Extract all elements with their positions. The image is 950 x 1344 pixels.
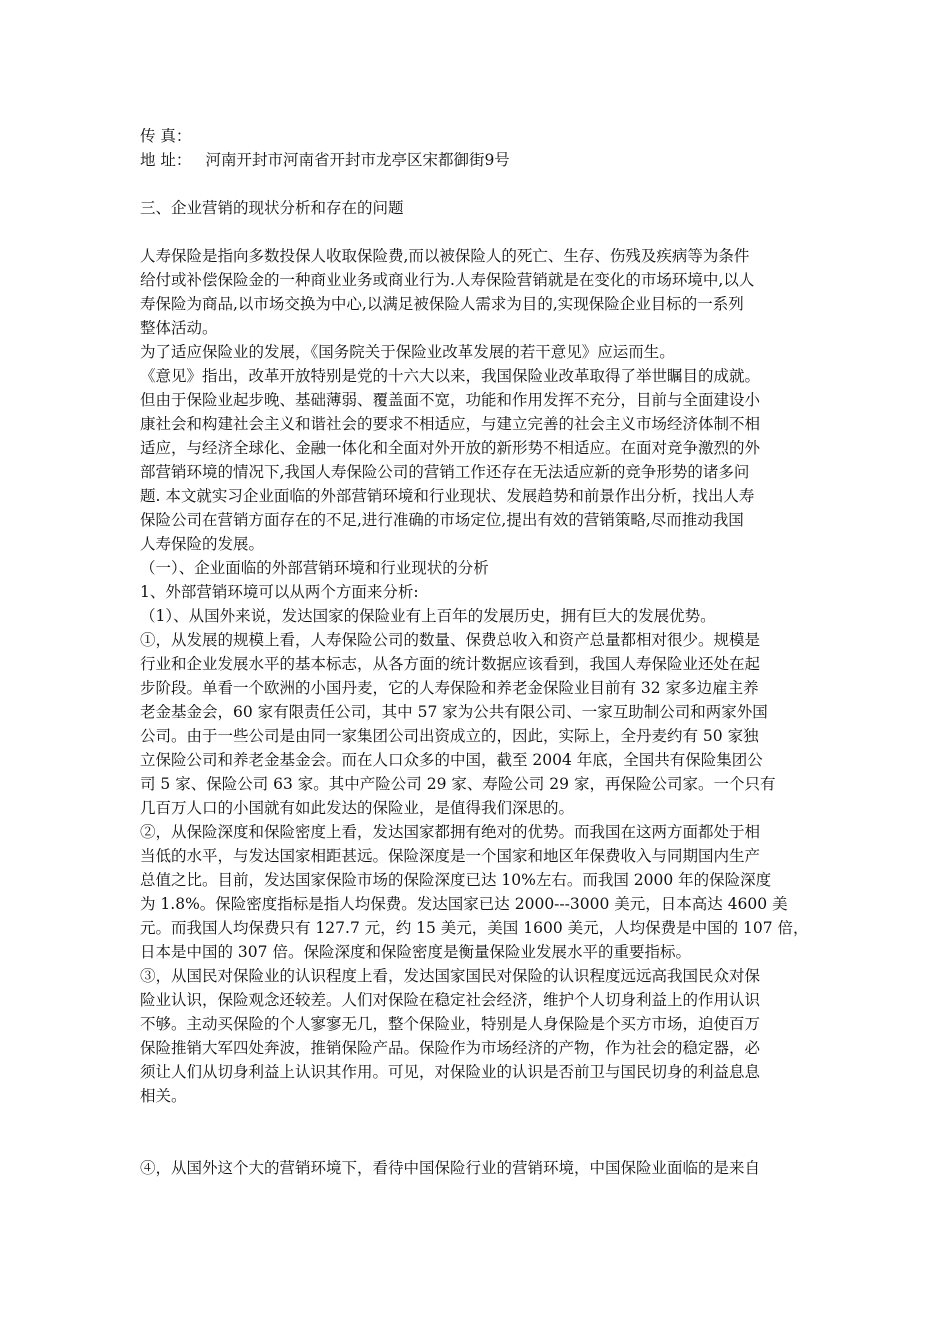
text-line: 日本是中国的 307 倍。保险深度和保险密度是衡量保险业发展水平的重要指标。 xyxy=(140,943,691,961)
text-line: 不够。主动买保险的个人寥寥无几，整个保险业，特别是人身保险是个买方市场，迫使百万 xyxy=(140,1015,761,1033)
text-line: （一）、企业面临的外部营销环境和行业现状的分析 xyxy=(140,559,489,577)
text-line: 适应，与经济全球化、金融一体化和全面对外开放的新形势不相适应。在面对竞争激烈的外 xyxy=(140,439,761,457)
text-line: 老金基金会，60 家有限责任公司，其中 57 家为公共有限公司、一家互助制公司和两家外国 xyxy=(140,703,768,721)
text-line: 1、外部营销环境可以从两个方面来分析: xyxy=(140,583,419,601)
address-line xyxy=(140,148,830,172)
text-line: 须让人们从切身利益上认识其作用。可见，对保险业的认识是否前卫与国民切身的利益息息 xyxy=(140,1063,761,1081)
text-line: 为了适应保险业的发展，《国务院关于保险业改革发展的若干意见》应运而生。 xyxy=(140,343,675,361)
text-line: 总值之比。目前，发达国家保险市场的保险深度已达 10%左右。而我国 2000 年的保险深度 xyxy=(140,871,772,889)
fax-label: 传 真： xyxy=(140,127,192,145)
text-line: 元。而我国人均保费只有 127.7 元，约 15 美元，美国 1600 美元，人均保费是中国的 107 倍， xyxy=(140,919,809,937)
section-title: 三、企业营销的现状分析和存在的问题 xyxy=(140,199,404,217)
text-line: 相关。 xyxy=(140,1087,187,1105)
document-page xyxy=(140,124,830,1180)
text-line: 保险公司在营销方面存在的不足,进行准确的市场定位,提出有效的营销策略,尽而推动我国 xyxy=(140,511,744,529)
fax-line xyxy=(140,124,830,148)
text-line: 部营销环境的情况下,我国人寿保险公司的营销工作还存在无法适应新的竞争形势的诸多问 xyxy=(140,463,750,481)
text-line: 《意见》指出，改革开放特别是党的十六大以来，我国保险业改革取得了举世瞩目的成就。 xyxy=(140,367,761,385)
text-line: 保险推销大军四处奔波，推销保险产品。保险作为市场经济的产物，作为社会的稳定器，必 xyxy=(140,1039,761,1057)
text-line: 险业认识，保险观念还较差。人们对保险在稳定社会经济，维护个人切身利益上的作用认识 xyxy=(140,991,761,1009)
text-line: 步阶段。单看一个欧洲的小国丹麦，它的人寿保险和养老金保险业目前有 32 家多边雇主养 xyxy=(140,679,759,697)
text-line: 寿保险为商品,以市场交换为中心,以满足被保险人需求为目的,实现保险企业目标的一系列 xyxy=(140,295,744,313)
text-line: 立保险公司和养老金基金会。而在人口众多的中国，截至 2004 年底，全国共有保险集团公 xyxy=(140,751,763,769)
last-line: ④，从国外这个大的营销环境下，看待中国保险行业的营销环境，中国保险业面临的是来自 xyxy=(140,1159,761,1177)
text-line: 几百万人口的小国就有如此发达的保险业，是值得我们深思的。 xyxy=(140,799,575,817)
address-value: 河南开封市河南省开封市龙亭区宋都御街9号 xyxy=(205,151,510,169)
text-line: 为 1.8%。保险密度指标是指人均保费。发达国家已达 2000---3000 美元，日本高达 4600 美 xyxy=(140,895,788,913)
text-line: 但由于保险业起步晚、基础薄弱、覆盖面不宽，功能和作用发挥不充分，目前与全面建设小 xyxy=(140,391,761,409)
text-line: 人寿保险是指向多数投保人收取保险费,而以被保险人的死亡、生存、伤残及疾病等为条件 xyxy=(140,247,750,265)
text-line: 整体活动。 xyxy=(140,319,218,337)
text-line: （1）、从国外来说，发达国家的保险业有上百年的发展历史，拥有巨大的发展优势。 xyxy=(140,607,716,625)
text-line: 公司。由于一些公司是由同一家集团公司出资成立的，因此，实际上，全丹麦约有 50 家独 xyxy=(140,727,759,745)
text-line: 康社会和构建社会主义和谐社会的要求不相适应，与建立完善的社会主义市场经济体制不相 xyxy=(140,415,761,433)
text-line: 当低的水平，与发达国家相距甚远。保险深度是一个国家和地区年保费收入与同期国内生产 xyxy=(140,847,761,865)
text-line: ③，从国民对保险业的认识程度上看，发达国家国民对保险的认识程度远远高我国民众对保 xyxy=(140,967,761,985)
text-line: ②，从保险深度和保险密度上看，发达国家都拥有绝对的优势。而我国在这两方面都处于相 xyxy=(140,823,761,841)
text-line: 行业和企业发展水平的基本标志，从各方面的统计数据应该看到，我国人寿保险业还处在起 xyxy=(140,655,761,673)
address-label: 地 址： xyxy=(140,151,192,169)
body-text xyxy=(140,244,830,1108)
text-line: 人寿保险的发展。 xyxy=(140,535,265,553)
text-line: 题. 本文就实习企业面临的外部营销环境和行业现状、发展趋势和前景作出分析，找出人寿 xyxy=(140,487,755,505)
text-line: ①，从发展的规模上看，人寿保险公司的数量、保费总收入和资产总量都相对很少。规模是 xyxy=(140,631,761,649)
text-line: 司 5 家、保险公司 63 家。其中产险公司 29 家、寿险公司 29 家，再保险公司家。一个只有 xyxy=(140,775,776,793)
text-line: 给付或补偿保险金的一种商业业务或商业行为.人寿保险营销就是在变化的市场环境中,以人 xyxy=(140,271,755,289)
